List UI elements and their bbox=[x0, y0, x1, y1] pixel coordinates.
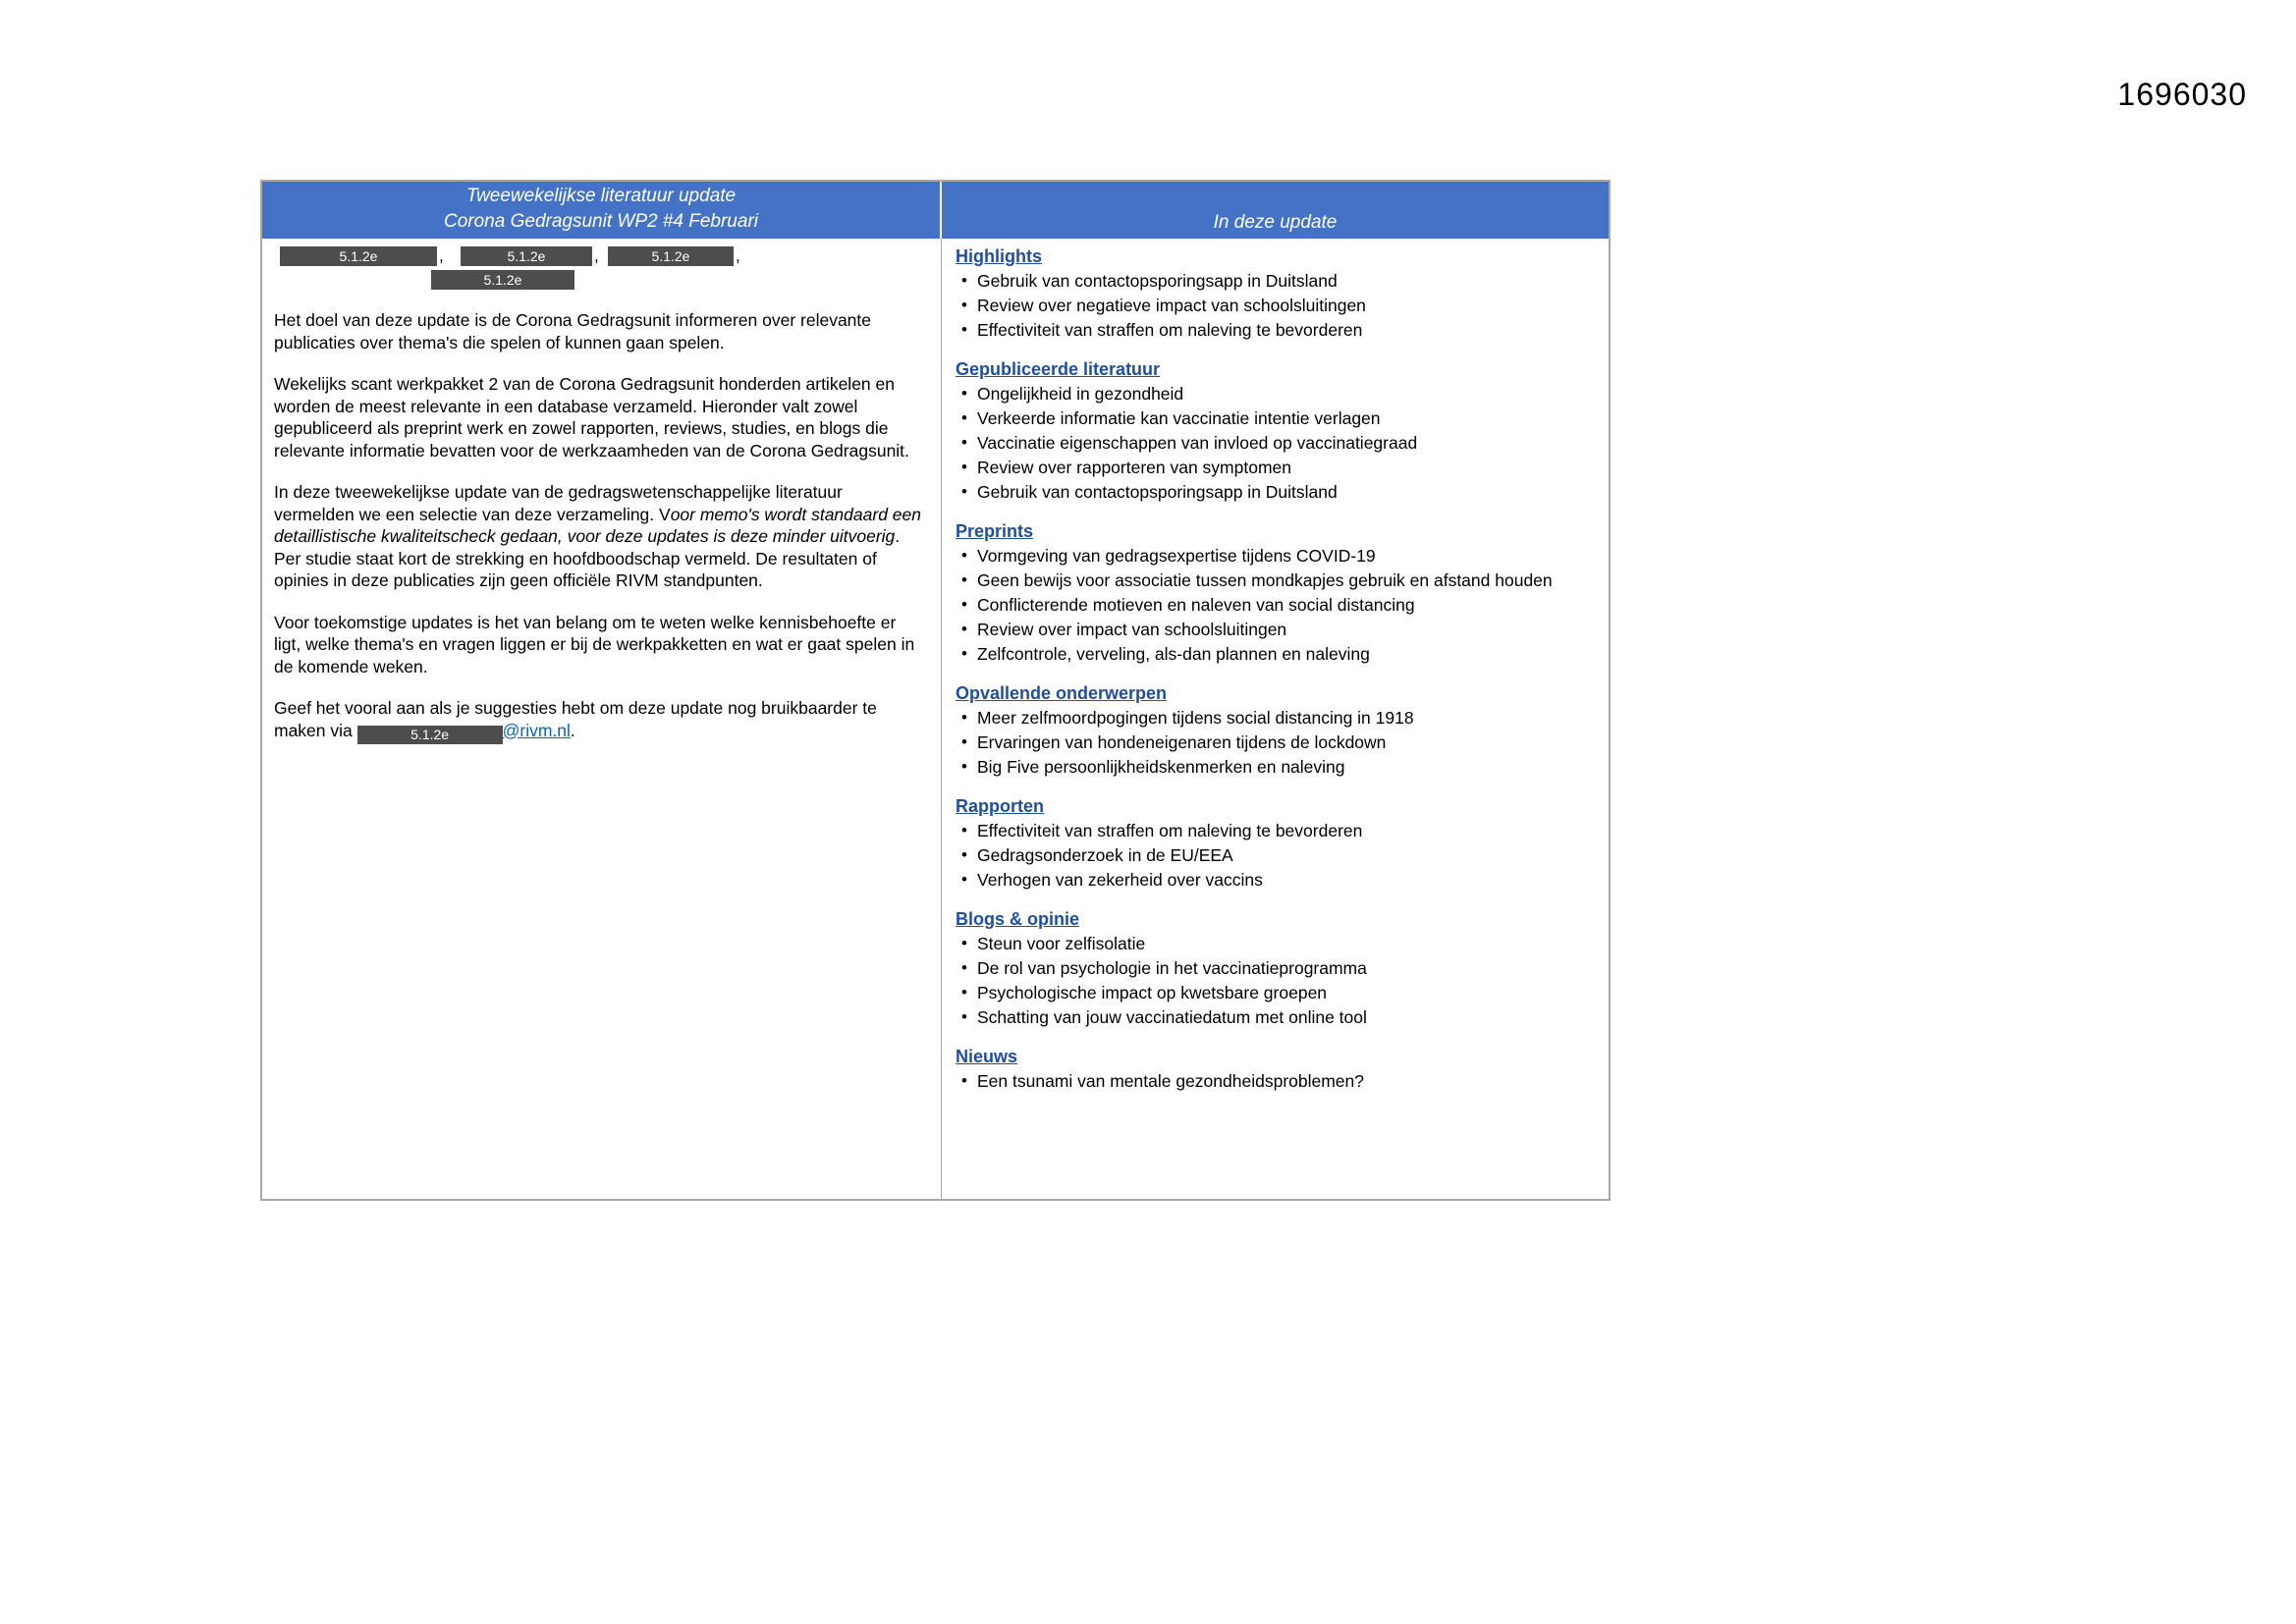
redaction-separator-3: , bbox=[736, 246, 740, 265]
list-item: • Zelfcontrole, verveling, als-dan plannen en naleving bbox=[956, 642, 1599, 666]
intro-paragraph-3-b: . Per studie staat kort de strekking en hoofdboodschap vermeld. De resultaten of opinies in deze publicaties zijn geen officiële RIVM standpunten. bbox=[274, 526, 901, 590]
list-item: • Review over impact van schoolsluitingen bbox=[956, 618, 1599, 641]
redaction-separator-1: , bbox=[439, 246, 444, 265]
list-item: • Steun voor zelfisolatie bbox=[956, 932, 1599, 955]
contents-column bbox=[942, 239, 1609, 1199]
header-title-cell bbox=[262, 182, 942, 239]
intro-column bbox=[262, 239, 942, 1199]
section-title-opvallende-onderwerpen[interactable]: Opvallende onderwerpen bbox=[956, 683, 1168, 703]
author-redaction-group bbox=[274, 244, 927, 296]
list-item: • De rol van psychologie in het vaccinatieprogramma bbox=[956, 956, 1599, 980]
intro-paragraph-4: Voor toekomstige updates is het van belang om te weten welke kennisbehoefte er ligt, welke thema's en vragen liggen er bij de werkpakketten en wat er gaat spelen in de komende weken. bbox=[274, 612, 915, 677]
document-id: 1696030 bbox=[2117, 77, 2247, 112]
newsletter-table bbox=[260, 180, 1611, 1201]
section-title-blogs-opinie[interactable]: Blogs & opinie bbox=[956, 909, 1079, 929]
intro-paragraph-2: Wekelijks scant werkpakket 2 van de Corona Gedragsunit honderden artikelen en worden de meest relevante in een database verzameld. Hieronder valt zowel gepubliceerd als preprint werk en zowel rapporten, reviews, studies, en blogs die relevante informatie bevatten voor de werkzaamheden van de Corona Gedragsunit. bbox=[274, 374, 909, 460]
intro-paragraph-3 bbox=[274, 481, 927, 592]
intro-paragraph-5 bbox=[274, 697, 927, 744]
header-title-line2: Corona Gedragsunit WP2 #4 Februari bbox=[444, 211, 758, 232]
list-item: • Effectiviteit van straffen om naleving te bevorderen bbox=[956, 318, 1599, 342]
list-item: • Geen bewijs voor associatie tussen mondkapjes gebruik en afstand houden bbox=[956, 568, 1599, 592]
redaction-bar-4: 5.1.2e bbox=[431, 270, 574, 290]
redaction-bar-1: 5.1.2e bbox=[280, 246, 437, 266]
list-item: • Review over rapporteren van symptomen bbox=[956, 456, 1599, 479]
table-body-row bbox=[262, 239, 1609, 1199]
redaction-bar-2: 5.1.2e bbox=[461, 246, 592, 266]
list-item: • Effectiviteit van straffen om naleving te bevorderen bbox=[956, 819, 1599, 842]
section-list-gepubliceerde-literatuur bbox=[956, 382, 1599, 504]
section-list-opvallende-onderwerpen bbox=[956, 706, 1599, 779]
list-item: • Meer zelfmoordpogingen tijdens social distancing in 1918 bbox=[956, 706, 1599, 730]
list-item: • Vormgeving van gedragsexpertise tijdens COVID-19 bbox=[956, 544, 1599, 568]
list-item: • Gebruik van contactopsporingsapp in Duitsland bbox=[956, 480, 1599, 504]
list-item: • Verkeerde informatie kan vaccinatie intentie verlagen bbox=[956, 406, 1599, 430]
redaction-bar-3: 5.1.2e bbox=[608, 246, 734, 266]
list-item: • Ongelijkheid in gezondheid bbox=[956, 382, 1599, 406]
intro-paragraph-5-a: Geef het vooral aan als je suggesties hebt om deze update nog bruikbaarder te maken via bbox=[274, 698, 877, 740]
list-item: • Gebruik van contactopsporingsapp in Duitsland bbox=[956, 269, 1599, 293]
section-title-preprints[interactable]: Preprints bbox=[956, 521, 1034, 541]
intro-paragraph-3-a: In deze tweewekelijkse update van de gedragswetenschappelijke literatuur vermelden we een selectie van deze verzameling. V bbox=[274, 482, 843, 524]
email-link[interactable]: @rivm.nl bbox=[502, 720, 571, 740]
section-list-preprints bbox=[956, 544, 1599, 666]
list-item: • Ervaringen van hondeneigenaren tijdens de lockdown bbox=[956, 731, 1599, 754]
section-list-blogs-opinie bbox=[956, 932, 1599, 1029]
list-item: • Schatting van jouw vaccinatiedatum met online tool bbox=[956, 1005, 1599, 1029]
intro-paragraph-5-b: . bbox=[570, 720, 575, 740]
section-title-nieuws[interactable]: Nieuws bbox=[956, 1047, 1018, 1066]
section-list-rapporten bbox=[956, 819, 1599, 892]
list-item: • Review over negatieve impact van schoolsluitingen bbox=[956, 294, 1599, 317]
list-item: • Een tsunami van mentale gezondheidsproblemen? bbox=[956, 1069, 1599, 1093]
table-header-row bbox=[262, 182, 1609, 239]
header-in-this-update-cell: In deze update bbox=[1213, 212, 1338, 233]
list-item: • Vaccinatie eigenschappen van invloed op vaccinatiegraad bbox=[956, 431, 1599, 455]
header-title-line1: Tweewekelijkse literatuur update bbox=[465, 186, 737, 206]
redaction-bar-email: 5.1.2e bbox=[357, 726, 503, 744]
list-item: • Psychologische impact op kwetsbare groepen bbox=[956, 981, 1599, 1004]
list-item: • Big Five persoonlijkheidskenmerken en naleving bbox=[956, 755, 1599, 779]
list-item: • Gedragsonderzoek in de EU/EEA bbox=[956, 843, 1599, 867]
list-item: • Conflicterende motieven en naleven van social distancing bbox=[956, 593, 1599, 617]
section-list-nieuws bbox=[956, 1069, 1599, 1093]
section-list-highlights bbox=[956, 269, 1599, 342]
intro-paragraph-3-italic: oor memo's wordt standaard een detaillistische kwaliteitscheck gedaan, voor deze updates is deze minder uitvoerig bbox=[274, 504, 921, 546]
redaction-separator-2: , bbox=[594, 246, 599, 265]
section-title-gepubliceerde-literatuur[interactable]: Gepubliceerde literatuur bbox=[956, 359, 1161, 379]
list-item: • Verhogen van zekerheid over vaccins bbox=[956, 868, 1599, 892]
section-title-rapporten[interactable]: Rapporten bbox=[956, 796, 1044, 816]
section-title-highlights[interactable]: Highlights bbox=[956, 246, 1042, 266]
intro-paragraph-1: Het doel van deze update is de Corona Gedragsunit informeren over relevante publicaties over thema's die spelen of kunnen gaan spelen. bbox=[274, 310, 872, 352]
